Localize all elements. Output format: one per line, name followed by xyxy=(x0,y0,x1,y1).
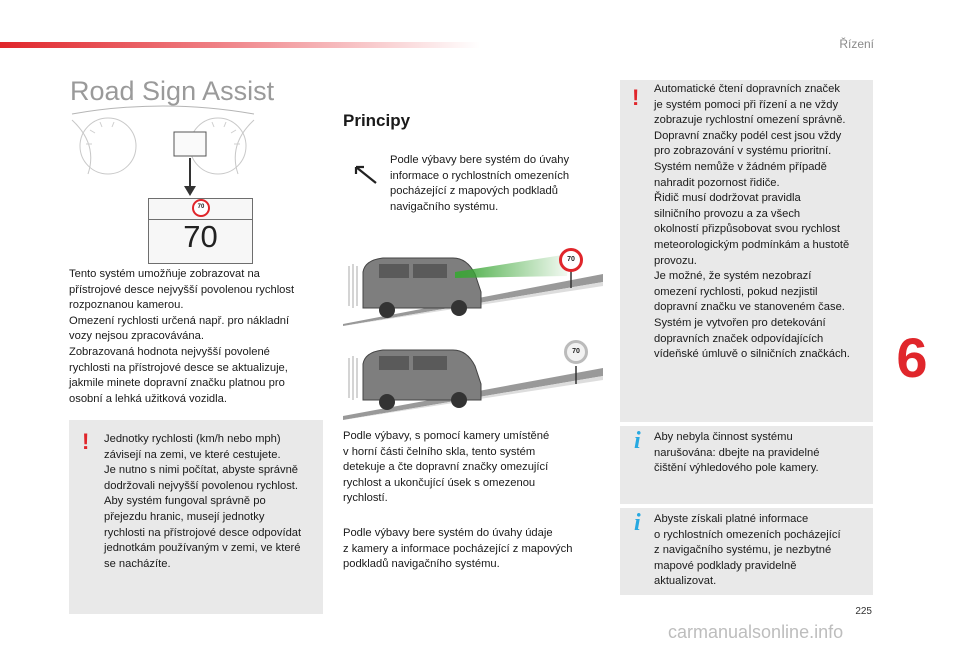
text-line: závisejí na zemi, ve které cestujete. xyxy=(104,448,281,461)
text-line: Aby nebyla činnost systému xyxy=(654,431,793,443)
text-line: pocházející z mapových podkladů xyxy=(390,185,558,198)
text-line: o rychlostních omezeních pocházející xyxy=(654,528,841,541)
text-line: provozu. xyxy=(654,254,697,267)
header-accent-bar xyxy=(0,42,480,48)
text-line: Tento systém umožňuje zobrazovat na xyxy=(69,268,260,280)
text-line: informace o rychlostních omezeních xyxy=(390,169,570,182)
text-line: Systém je vytvořen pro detekování xyxy=(654,316,826,329)
text-line: rychlosti na přístrojové desce odpovídat xyxy=(104,526,302,539)
text-line: Omezení rychlosti určená např. pro nákladní xyxy=(69,314,290,327)
intro-text xyxy=(69,267,329,407)
text-line: se nacházíte. xyxy=(104,557,171,570)
text-line: meteorologickým podmínkám a hustotě xyxy=(654,238,850,251)
section-title: Řízení xyxy=(839,37,874,51)
text-line: Je možné, že systém nezobrazí xyxy=(654,270,812,283)
text-line: jednotkám používaným v zemi, ve které xyxy=(104,542,301,555)
camera-text xyxy=(343,429,608,507)
text-line: čištění výhledového pole kamery. xyxy=(654,462,819,475)
exclamation-icon: ! xyxy=(82,429,90,454)
text-line: rychlostí. xyxy=(343,492,388,505)
text-line: Zobrazovaná hodnota nejvyšší povolené xyxy=(69,345,270,358)
navigation-arrow-icon xyxy=(354,164,380,186)
text-line: v horní části čelního skla, tento systém xyxy=(343,445,536,458)
text-line: Abyste získali platné informace xyxy=(654,513,809,525)
text-line: dopravní značku ve stanoveném čase. xyxy=(654,301,845,314)
text-line: Podle výbavy, s pomocí kamery umístěné xyxy=(343,430,550,442)
text-line: Automatické čtení dopravních značek xyxy=(654,83,840,95)
text-line: dodržovali nejvyšší povolenou rychlost. xyxy=(104,479,299,492)
text-line: je systém pomoci při řízení a ne vždy xyxy=(654,98,839,111)
text-line: Je nutno s nimi počítat, abyste správně xyxy=(104,464,299,477)
text-line: silničního provozu a za všech xyxy=(654,207,801,220)
exclamation-icon: ! xyxy=(632,85,640,110)
text-line: vídeňské úmluvě o silničních značkách. xyxy=(654,348,850,361)
warning-text-system xyxy=(654,82,872,363)
text-line: podkladů navigačního systému. xyxy=(343,558,500,571)
text-line: okolností přizpůsobovat svou rychlost xyxy=(654,223,840,236)
text-line: přejezdu hranic, musejí jednotky xyxy=(104,510,265,523)
text-line: Podle výbavy bere systém do úvahy údaje xyxy=(343,527,553,539)
watermark: carmanualsonline.info xyxy=(668,622,844,642)
text-line: Řidič musí dodržovat pravidla xyxy=(654,192,801,205)
text-line: Dopravní značky podél cest jsou vždy xyxy=(654,129,842,142)
text-line: mapové podklady pravidelně xyxy=(654,559,797,572)
text-line: rychlosti na přístrojové desce se aktualizuje, xyxy=(69,361,288,374)
text-line: vozy nejsou zpracovávána. xyxy=(69,330,204,343)
text-line: rychlost a ukončující úsek s omezenou xyxy=(343,476,536,489)
text-line: pro zobrazování v systému prioritní. xyxy=(654,145,832,158)
text-line: narušována: dbejte na pravidelné xyxy=(654,446,820,459)
text-line: Podle výbavy bere systém do úvahy xyxy=(390,154,570,166)
instrument-display xyxy=(148,198,253,264)
chapter-number: 6 xyxy=(896,326,928,389)
text-line: Jednotky rychlosti (km/h nebo mph) xyxy=(104,433,281,445)
speed-sign-1: 70 xyxy=(559,248,583,272)
text-line: z navigačního systému, je nezbytné xyxy=(654,544,832,557)
text-line: navigačního systému. xyxy=(390,200,499,213)
text-line: osobní a lehká užitková vozidla. xyxy=(69,392,227,405)
speed-limit-value: 70 xyxy=(183,219,218,254)
text-line: Aby systém fungoval správně po xyxy=(104,495,266,508)
page-number: 225 xyxy=(855,606,872,617)
text-line: dopravních značek odpovídajících xyxy=(654,332,824,345)
section-heading: Principy xyxy=(343,111,411,130)
text-line: omezení rychlosti, pokud nezjistil xyxy=(654,285,818,298)
text-line: přístrojové desce nejvyšší povolenou rychlost xyxy=(69,283,295,296)
page-title: Road Sign Assist xyxy=(70,76,275,106)
navigation-note xyxy=(390,153,605,215)
text-line: Systém nemůže v žádném případě xyxy=(654,160,827,173)
text-line: z kamery a informace pocházející z mapových xyxy=(343,542,573,555)
info-text-maps xyxy=(654,512,872,590)
combined-text xyxy=(343,526,608,573)
text-line: rozpoznanou kamerou. xyxy=(69,299,184,312)
info-icon: i xyxy=(634,428,641,454)
warning-text-units xyxy=(104,432,322,572)
text-line: detekuje a čte dopravní značky omezující xyxy=(343,461,549,474)
info-icon: i xyxy=(634,510,641,536)
text-line: zobrazuje rychlostní omezení správně. xyxy=(654,114,846,127)
info-text-camera xyxy=(654,430,872,477)
text-line: jakmile minete dopravní značku platnou pro xyxy=(69,377,285,390)
speed-sign-2: 70 xyxy=(564,340,588,364)
speed-sign-small: 70 xyxy=(192,199,210,217)
text-line: aktualizovat. xyxy=(654,575,717,588)
text-line: nahradit pozornost řidiče. xyxy=(654,176,780,189)
